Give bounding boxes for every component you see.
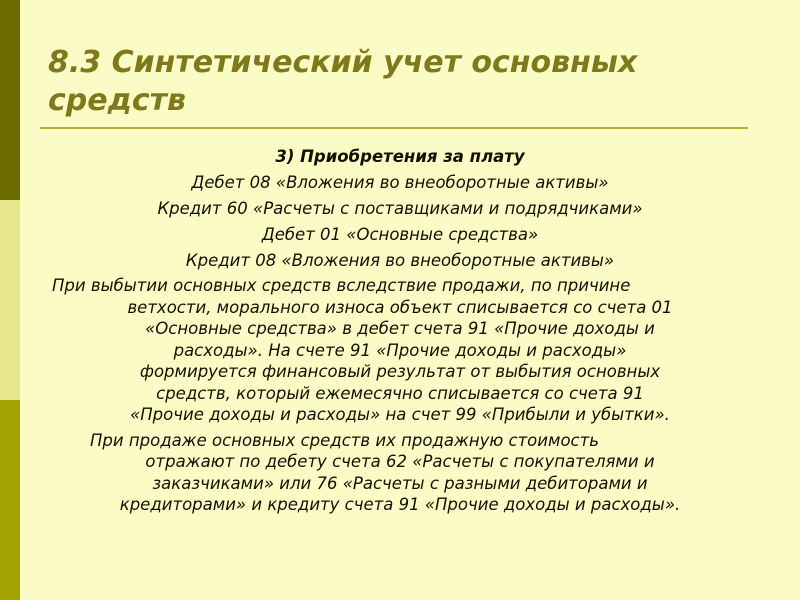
paragraph-disposal-line: «Прочие доходы и расходы» на счет 99 «Прибыли и убытки». <box>130 405 670 424</box>
paragraph-sale-line: При продаже основных средств их продажную стоимость <box>90 430 599 450</box>
paragraph-sale-line: заказчиками» или 76 «Расчеты с разными дебиторами и <box>152 473 648 493</box>
entry-credit-08: Кредит 08 «Вложения во внеоборотные активы» <box>185 251 615 270</box>
paragraph-sale-line: отражают по дебету счета 62 «Расчеты с покупателями и <box>145 452 655 471</box>
side-bar-middle <box>0 200 20 400</box>
paragraph-disposal-line: средств, который ежемесячно списывается со счета 91 <box>156 383 644 403</box>
paragraph-sale-line: кредиторами» и кредиту счета 91 «Прочие доходы и расходы». <box>119 495 681 514</box>
paragraph-disposal-line: формируется финансовый результат от выбытия основных <box>139 362 661 381</box>
paragraph-disposal-line: При выбытии основных средств вследствие продажи, по причине <box>52 276 631 295</box>
slide-content <box>40 144 760 516</box>
slide-title: 8.3 Синтетический учет основных средств <box>48 45 638 118</box>
title-divider <box>40 127 748 129</box>
subheading: 3) Приобретения за плату <box>275 147 525 166</box>
side-bar-top <box>0 0 20 200</box>
entry-credit-60: Кредит 60 «Расчеты с поставщиками и подрядчиками» <box>157 199 643 218</box>
entry-debit-08: Дебет 08 «Вложения во внеоборотные активы» <box>191 173 609 192</box>
side-bar-bottom <box>0 400 20 600</box>
paragraph-disposal <box>40 275 760 426</box>
paragraph-disposal-line: «Основные средства» в дебет счета 91 «Прочие доходы и <box>145 319 655 338</box>
paragraph-disposal-line: ветхости, морального износа объект списывается со счета 01 <box>127 297 673 317</box>
paragraph-disposal-line: расходы». На счете 91 «Прочие доходы и расходы» <box>173 340 627 360</box>
paragraph-sale <box>40 430 760 516</box>
entry-debit-01: Дебет 01 «Основные средства» <box>261 225 539 244</box>
